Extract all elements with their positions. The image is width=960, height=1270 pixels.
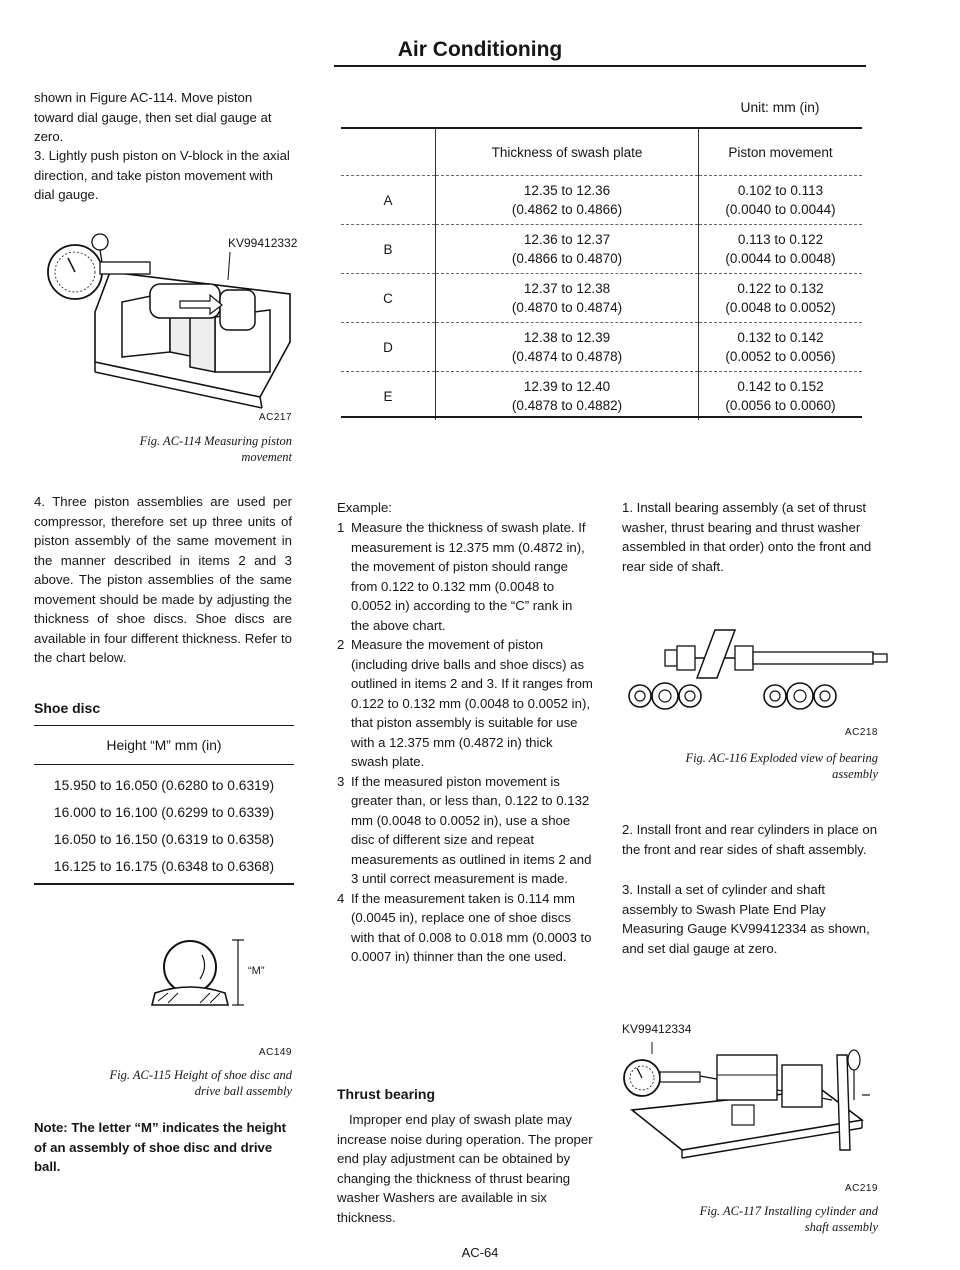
thickness-mm: 12.35 to 12.36 [523,183,611,198]
figure-ac115-m-label: “M” [248,965,265,977]
note-paragraph: Note: The letter “M” indicates the height of an assembly of shoe disc and drive ball. [34,1120,287,1174]
movement-mm: 0.142 to 0.152 [737,379,824,394]
thrust-bearing-heading: Thrust bearing [337,1086,436,1102]
thickness-mm: 12.38 to 12.39 [523,330,611,345]
swash-table-unit: Unit: mm (in) [740,100,820,115]
movement-in: (0.0048 to 0.0052) [725,300,836,315]
thickness-in: (0.4878 to 0.4882) [511,398,623,413]
shoe-disc-heading: Shoe disc [34,700,101,716]
figure-ac117-code: AC219 [844,1183,878,1194]
example-steps-list [337,518,593,967]
figure-ac114-caption-line2: movement [241,450,292,464]
swash-table-header-row [341,129,862,176]
rank-cell: B [341,225,436,274]
list-item [337,772,593,889]
thickness-in: (0.4866 to 0.4870) [511,251,623,266]
shoe-table-header: Height “M” mm (in) [106,738,222,753]
step-text: If the measured piston movement is greater than, or less than, 0.122 to 0.132 mm (0.0048 to 0.0052 in), use a shoe disc of different size and repeat measurements as outlined in items 2 and 3 until correct measurement is made. [351,773,592,886]
install-step-3: 3. Install a set of cylinder and shaft assembly to Swash Plate End Play Measuring Gauge KV99412334 as shown, and set dial gauge at zero. [622,882,870,956]
swash-plate-table [341,129,862,420]
thickness-cell [436,372,699,421]
shoe-table-top-rule [34,725,294,726]
movement-cell [699,225,863,274]
table-row [341,176,862,225]
figure-ac115-code: AC149 [258,1047,292,1058]
figure-ac116-code: AC218 [844,727,878,738]
shoe-table-body [34,772,294,880]
figure-ac115-caption-line2: drive ball assembly [194,1084,292,1098]
page-title: Air Conditioning [397,38,563,61]
shoe-table-header-rule [34,764,294,765]
figure-ac116-caption [622,750,878,782]
swash-table-header-thickness: Thickness of swash plate [436,129,699,176]
table-row [341,323,862,372]
step-text: Measure the movement of piston (including drive balls and shoe discs) as outlined in items 2 and 3. If it ranges from 0.122 to 0.132 mm (0.0048 to 0.0052 in), that piston assembly is suitable for use with a 12.375 mm (0.4872 in) thick swash plate. [351,637,593,769]
movement-cell [699,176,863,225]
shoe-table-bottom-rule [34,883,294,885]
install-step-2: 2. Install front and rear cylinders in place on the front and rear sides of shaft assembly. [622,822,878,857]
movement-cell [699,274,863,323]
figure-ac115-caption [30,1067,292,1099]
figure-ac117-tool-label: KV99412334 [622,1022,692,1036]
thickness-mm: 12.36 to 12.37 [523,232,611,247]
thickness-mm: 12.37 to 12.38 [523,281,611,296]
figure-ac114-tool-label: KV99412332 [228,236,298,250]
thickness-in: (0.4874 to 0.4878) [511,349,623,364]
shoe-table-row: 15.950 to 16.050 (0.6280 to 0.6319) [53,778,275,793]
step-number: 4 [337,890,345,906]
movement-mm: 0.102 to 0.113 [737,183,824,198]
shoe-table-row: 16.050 to 16.150 (0.6319 to 0.6358) [53,832,275,847]
rank-cell: D [341,323,436,372]
thickness-cell [436,323,699,372]
page-number: AC-64 [461,1245,499,1260]
figure-ac117-caption [622,1203,878,1235]
thickness-mm: 12.39 to 12.40 [523,379,611,394]
list-item [337,635,593,772]
list-item [337,518,593,635]
step-3-paragraph: 3. Lightly push piston on V-block in the axial direction, and take piston movement with dial gauge. [34,148,290,202]
figure-ac114-caption [60,433,292,465]
movement-in: (0.0040 to 0.0044) [725,202,836,217]
example-label: Example: [337,500,392,515]
step-4-paragraph: 4. Three piston assemblies are used per compressor, therefore set up three units of piston assembly of the same movement in the manner described in items 2 and 3 above. The piston assemblies of the same movement should be made by adjusting the thickness of shoe discs. Shoe discs are available in four different thickness. Refer to the chart below. [34,494,292,665]
figure-ac114-illustration [40,222,300,412]
figure-ac116-caption-line2: assembly [832,767,878,781]
intro-paragraph: shown in Figure AC-114. Move piston toward dial gauge, then set dial gauge at zero. [34,90,272,144]
figure-ac115-caption-line1: Fig. AC-115 Height of shoe disc and [109,1068,292,1082]
movement-in: (0.0044 to 0.0048) [725,251,836,266]
table-row [341,372,862,421]
figure-ac117-caption-line2: shaft assembly [804,1220,878,1234]
thickness-cell [436,176,699,225]
swash-table-bottom-rule [341,416,862,418]
header-rule [334,65,866,67]
figure-ac116-caption-line1: Fig. AC-116 Exploded view of bearing [685,751,878,765]
figure-ac117-illustration [622,1040,882,1180]
thickness-cell [436,274,699,323]
thickness-in: (0.4870 to 0.4874) [511,300,623,315]
step-text: Measure the thickness of swash plate. If measurement is 12.375 mm (0.4872 in), the movement of piston should range from 0.122 to 0.132 mm (0.0048 to 0.0052 in) according to the “C” rank in the above chart. [351,520,586,633]
step-text: If the measurement taken is 0.114 mm (0.0045 in), replace one of shoe discs with that of 0.008 to 0.018 mm (0.0003 to 0.0007 in) thinner than the one used. [351,890,592,964]
shoe-table-row: 16.125 to 16.175 (0.6348 to 0.6368) [53,859,275,874]
table-row [341,274,862,323]
movement-in: (0.0056 to 0.0060) [725,398,836,413]
swash-table-header-rank [341,129,436,176]
rank-cell: A [341,176,436,225]
table-row [341,225,862,274]
thickness-cell [436,225,699,274]
thickness-in: (0.4862 to 0.4866) [511,202,623,217]
figure-ac116-illustration [625,628,895,718]
movement-mm: 0.113 to 0.122 [737,232,824,247]
movement-in: (0.0052 to 0.0056) [725,349,836,364]
step-number: 3 [337,773,345,789]
figure-ac117-caption-line1: Fig. AC-117 Installing cylinder and [699,1204,878,1218]
thrust-bearing-paragraph: Improper end play of swash plate may increase noise during operation. The proper end play adjustment can be obtained by changing the thickness of thrust bearing washer Washers are available in six thickness. [337,1112,593,1225]
list-item [337,889,593,967]
shoe-table-row: 16.000 to 16.100 (0.6299 to 0.6339) [53,805,275,820]
movement-cell [699,323,863,372]
figure-ac114-caption-line1: Fig. AC-114 Measuring piston [139,434,292,448]
step-number: 1 [337,520,345,535]
rank-cell: C [341,274,436,323]
rank-cell: E [341,372,436,421]
step-number: 2 [337,637,345,652]
movement-mm: 0.122 to 0.132 [737,281,824,296]
install-step-1: 1. Install bearing assembly (a set of thrust washer, thrust bearing and thrust washer assembled in that order) onto the front and rear side of shaft. [622,500,872,574]
swash-table-header-movement: Piston movement [728,144,833,160]
movement-cell [699,372,863,421]
movement-mm: 0.132 to 0.142 [737,330,824,345]
figure-ac114-code: AC217 [258,412,292,423]
